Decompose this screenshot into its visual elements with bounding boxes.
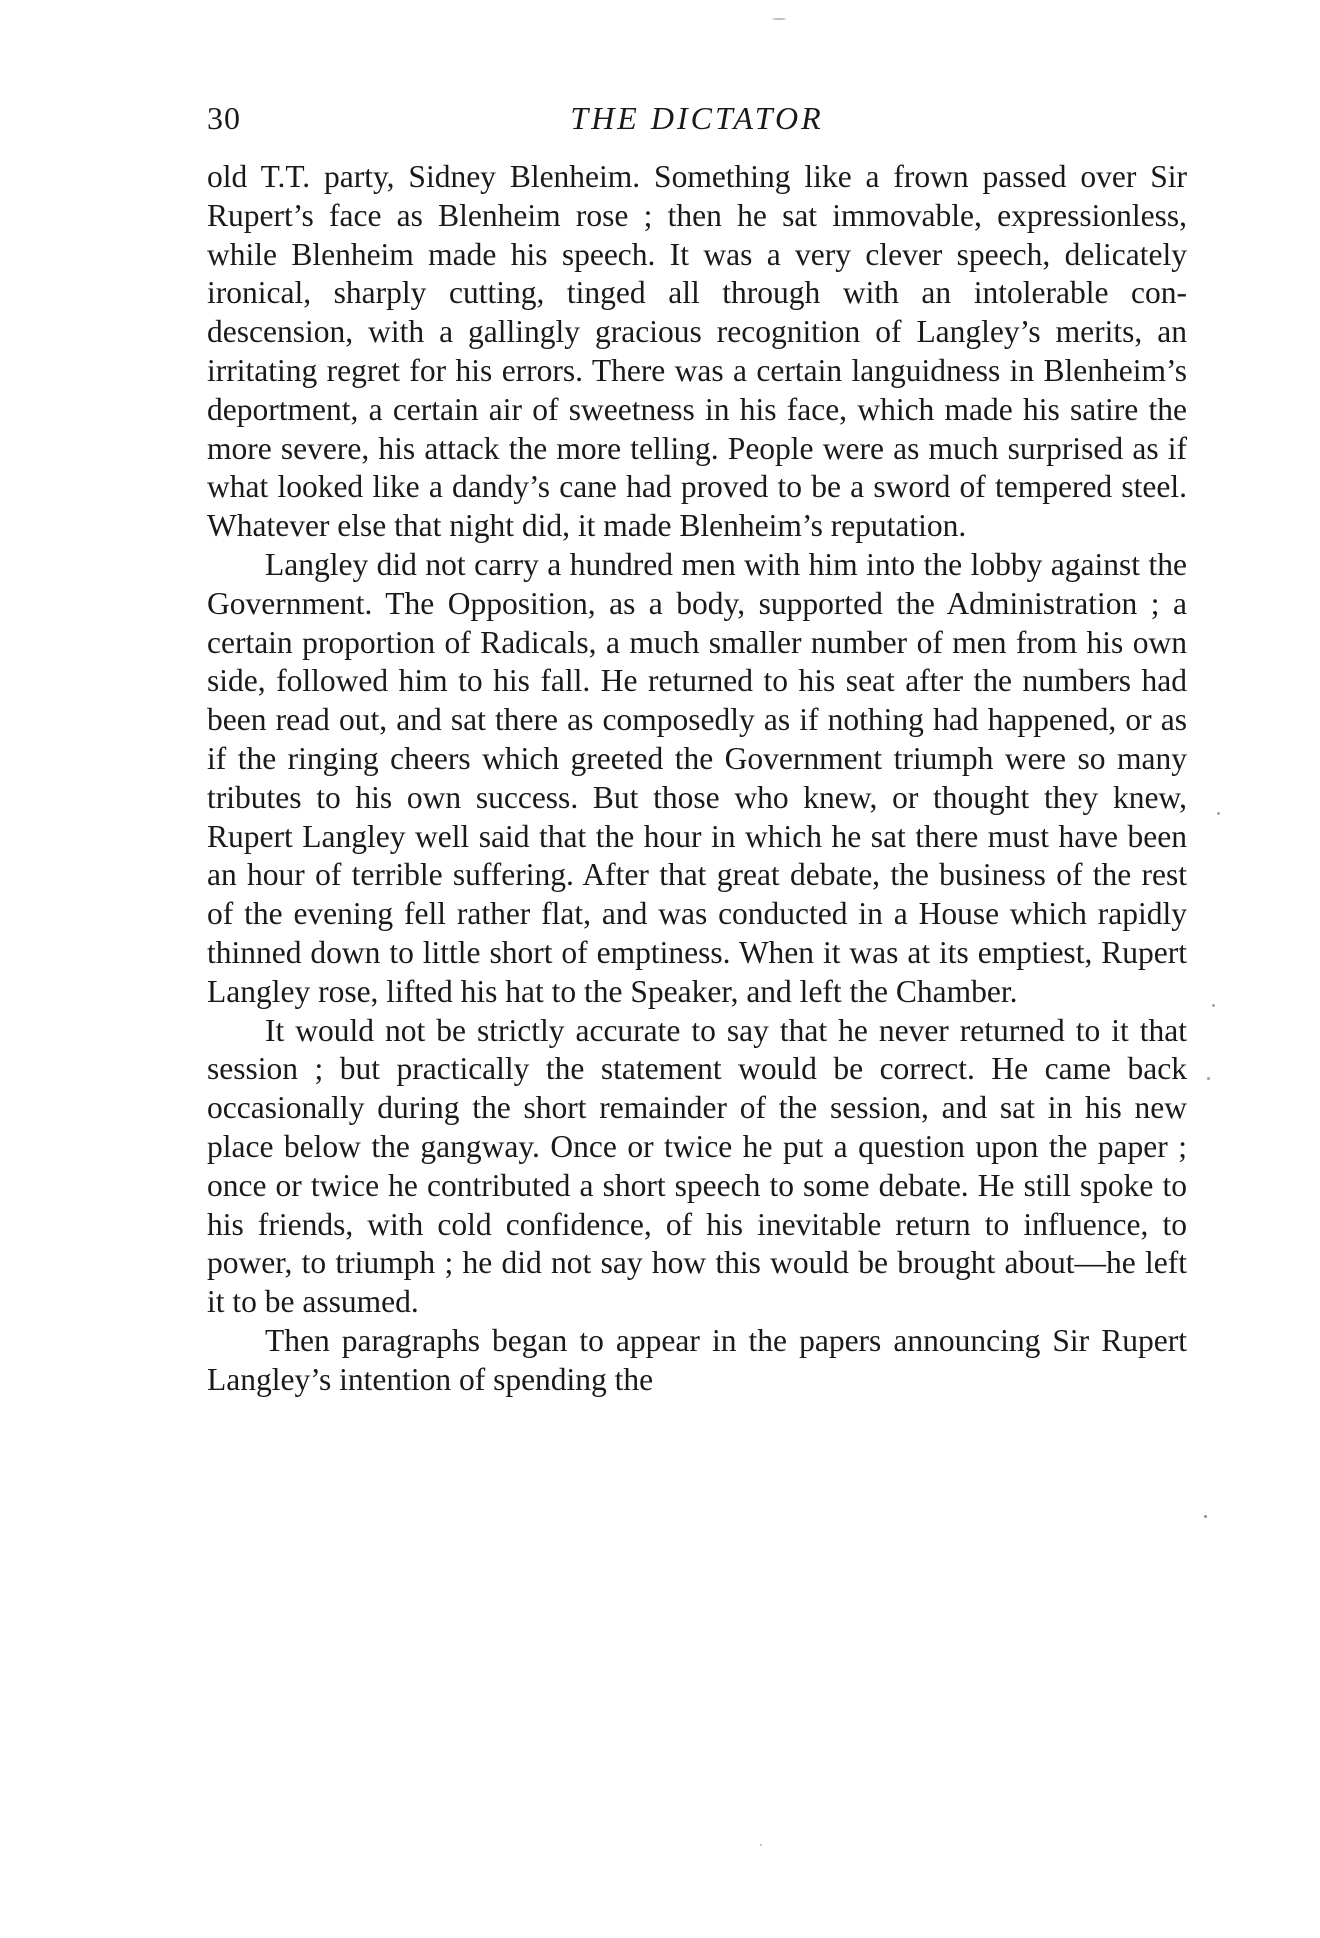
print-speck (1207, 1077, 1210, 1080)
print-speck (772, 18, 786, 20)
paragraph: Then paragraphs began to appear in the papers announcing Sir Rupert Langley’s intention of spending the (207, 1322, 1187, 1397)
paragraph: It would not be strictly accurate to say that he never returned to it that session ; but practically the statement would be correct. He came back occasionally during the short remainder of the session, and sat in his new place below the gangway. Once or twice he put a question upon the paper ; once or twice he contributed a short speech to some debate. He still spoke to his friends, with cold confidence, of his inevitable return to influence, to power, to triumph ; he did not say how this would be brought about—he left it to be assumed. (207, 1012, 1187, 1320)
page-number: 30 (207, 100, 241, 136)
print-speck (1217, 812, 1220, 815)
paragraph-continued: old T.T. party, Sidney Blenheim. Something like a frown passed over Sir Rupert’s face as Blenheim rose ; then he sat immovable, expressionless, while Blenheim made his speech. It was a very clever speech, delicately ironical, sharply cutting, tinged all through with an intolerable condescension, with a gallingly gracious recognition of Langley’s merits, an irritating regret for his errors. There was a certain languidness in Blenheim’s deportment, a certain air of sweetness in his face, which made his satire the more severe, his attack the more telling. People were as much surprised as if what looked like a dandy’s cane had proved to be a sword of tempered steel. Whatever else that night did, it made Blenheim’s reputation. (207, 159, 1187, 544)
paragraph: Langley did not carry a hundred men with him into the lobby against the Government. The Opposition, as a body, supported the Administration ; a certain proportion of Radicals, a much smaller number of men from his own side, followed him to his fall. He returned to his seat after the numbers had been read out, and sat there as composedly as if nothing had happened, or as if the ringing cheers which greeted the Government triumph were so many tributes to his own success. But those who knew, or thought they knew, Rupert Langley well said that the hour in which he sat there must have been an hour of terrible suffering. After that great debate, the business of the rest of the evening fell rather flat, and was conducted in a House which rapidly thinned down to little short of emptiness. When it was at its emptiest, Rupert Langley rose, lifted his hat to the Speaker, and left the Chamber. (207, 546, 1187, 1009)
print-speck (1204, 1515, 1207, 1518)
page-header (207, 100, 1187, 148)
print-speck (760, 1844, 762, 1846)
body-text (207, 158, 1187, 1400)
print-speck (1212, 1004, 1215, 1007)
running-title: THE DICTATOR (570, 100, 824, 136)
